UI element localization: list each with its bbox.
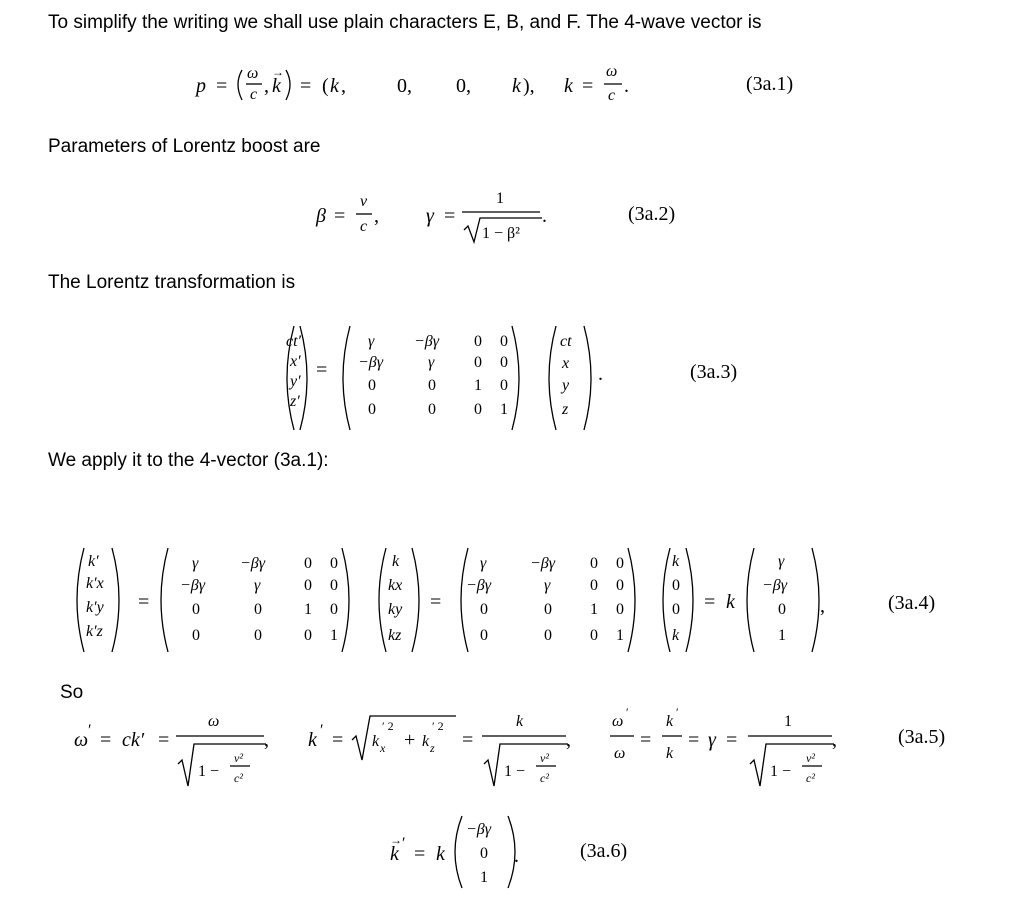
svg-text:c²: c² xyxy=(806,771,815,785)
svg-text:1: 1 xyxy=(496,190,504,207)
svg-text:−βγ: −βγ xyxy=(466,577,492,594)
svg-text:k: k xyxy=(512,75,521,97)
svg-text:1 − β²: 1 − β² xyxy=(482,225,520,242)
svg-text:,: , xyxy=(566,729,571,751)
svg-text:γ: γ xyxy=(192,555,199,572)
svg-text:k: k xyxy=(330,75,339,97)
svg-text:1: 1 xyxy=(590,601,598,618)
svg-text:c: c xyxy=(360,218,368,235)
svg-text:=: = xyxy=(462,729,474,751)
svg-text:p: p xyxy=(196,75,206,97)
svg-text:0: 0 xyxy=(330,555,338,572)
svg-text:z: z xyxy=(430,741,435,755)
svg-text:γ: γ xyxy=(480,555,487,572)
svg-text:0: 0 xyxy=(192,627,200,644)
svg-text:0: 0 xyxy=(428,377,436,394)
svg-text:z′: z′ xyxy=(290,393,300,410)
svg-text:0: 0 xyxy=(254,601,262,618)
svg-text:.: . xyxy=(542,205,547,227)
svg-text:γ: γ xyxy=(708,729,716,751)
svg-text:=: = xyxy=(334,205,346,227)
svg-text:+: + xyxy=(404,729,416,751)
svg-text:γ: γ xyxy=(254,577,261,594)
svg-text:0: 0 xyxy=(330,601,338,618)
svg-text:γ: γ xyxy=(778,553,785,570)
svg-text:k: k xyxy=(390,843,399,865)
svg-text:′: ′ xyxy=(676,705,679,719)
equation-3a5 xyxy=(74,705,837,786)
lorentz-matrix-3a3 xyxy=(358,333,508,418)
svg-text:,: , xyxy=(264,729,269,751)
svg-text:ck′: ck′ xyxy=(122,729,145,751)
svg-text:′: ′ xyxy=(402,835,406,852)
svg-text:0: 0 xyxy=(192,601,200,618)
svg-text:γ: γ xyxy=(426,205,434,227)
svg-text:ω: ω xyxy=(612,713,624,730)
boost-paragraph: Parameters of Lorentz boost are xyxy=(48,136,321,157)
svg-text:=: = xyxy=(316,359,328,381)
svg-text:kx: kx xyxy=(388,577,403,594)
equation-3a6 xyxy=(390,816,519,888)
svg-text:0: 0 xyxy=(254,627,262,644)
svg-text:=: = xyxy=(726,729,738,751)
svg-text:z: z xyxy=(562,401,569,418)
svg-text:=: = xyxy=(444,205,456,227)
svg-text:ω: ω xyxy=(74,729,89,751)
svg-text:v²: v² xyxy=(540,751,549,765)
svg-text:→: → xyxy=(390,833,402,847)
svg-text:k: k xyxy=(672,553,680,570)
svg-text:β: β xyxy=(316,205,326,227)
eq-label-3a6: (3a.6) xyxy=(580,840,628,862)
svg-text:y′: y′ xyxy=(290,373,301,390)
svg-text:,: , xyxy=(264,75,269,97)
svg-text:c²: c² xyxy=(540,771,549,785)
svg-text:=: = xyxy=(216,75,228,97)
svg-text:0: 0 xyxy=(480,627,488,644)
svg-text:′: ′ xyxy=(88,722,92,739)
svg-text:k: k xyxy=(436,843,445,865)
equation-3a4 xyxy=(77,548,825,652)
svg-text:γ: γ xyxy=(544,577,551,594)
svg-text:−βγ: −βγ xyxy=(762,577,788,594)
svg-text:0: 0 xyxy=(474,401,482,418)
svg-text:=: = xyxy=(414,843,426,865)
svg-text:0: 0 xyxy=(500,354,508,371)
svg-text:k′y: k′y xyxy=(86,599,104,616)
svg-text:0: 0 xyxy=(616,577,624,594)
svg-text:′ 2: ′ 2 xyxy=(382,719,394,733)
svg-text:1: 1 xyxy=(330,627,338,644)
svg-text:0: 0 xyxy=(672,577,680,594)
svg-text:x: x xyxy=(562,355,570,372)
svg-text:=: = xyxy=(300,75,312,97)
svg-text:k′: k′ xyxy=(88,553,99,570)
svg-text:c: c xyxy=(608,87,616,104)
svg-text:′ 2: ′ 2 xyxy=(432,719,444,733)
svg-text:k: k xyxy=(726,591,735,613)
svg-text:0: 0 xyxy=(304,627,312,644)
svg-text:1: 1 xyxy=(304,601,312,618)
svg-text:.: . xyxy=(598,363,603,385)
svg-text:0: 0 xyxy=(590,577,598,594)
svg-text:1: 1 xyxy=(778,627,786,644)
svg-text:0: 0 xyxy=(368,401,376,418)
svg-text:1: 1 xyxy=(500,401,508,418)
svg-text:−βγ: −βγ xyxy=(358,354,384,371)
svg-text:ct: ct xyxy=(560,333,572,350)
svg-text:ω: ω xyxy=(247,65,259,82)
svg-text:1: 1 xyxy=(474,377,482,394)
svg-text:k: k xyxy=(372,733,380,750)
svg-text:,: , xyxy=(374,205,379,227)
eq-label-3a4: (3a.4) xyxy=(888,592,936,614)
svg-text:k: k xyxy=(666,745,674,762)
svg-text:k′z: k′z xyxy=(86,623,103,640)
svg-text:γ: γ xyxy=(368,333,375,350)
svg-text:,: , xyxy=(820,595,825,617)
svg-text:k: k xyxy=(422,733,430,750)
svg-text:=: = xyxy=(688,729,700,751)
svg-text:−βγ: −βγ xyxy=(530,555,556,572)
svg-text:k: k xyxy=(564,75,573,97)
svg-text:v: v xyxy=(360,193,368,210)
svg-text:1 −: 1 − xyxy=(770,763,792,780)
svg-text:ct′: ct′ xyxy=(286,333,302,350)
svg-text:−βγ: −βγ xyxy=(466,821,492,838)
transform-paragraph: The Lorentz transformation is xyxy=(48,272,296,293)
svg-text:1: 1 xyxy=(480,869,488,886)
svg-text:.: . xyxy=(624,75,629,97)
svg-text:0: 0 xyxy=(304,577,312,594)
svg-text:.: . xyxy=(514,845,519,867)
svg-text:0: 0 xyxy=(368,377,376,394)
svg-text:0: 0 xyxy=(428,401,436,418)
svg-text:0: 0 xyxy=(480,601,488,618)
svg-text:=: = xyxy=(158,729,170,751)
svg-text:c: c xyxy=(250,86,258,103)
svg-text:1: 1 xyxy=(616,627,624,644)
apply-paragraph: We apply it to the 4-vector (3a.1): xyxy=(48,450,329,471)
svg-text:kz: kz xyxy=(388,627,402,644)
svg-text:0: 0 xyxy=(480,845,488,862)
svg-text:=: = xyxy=(582,75,594,97)
so-paragraph: So xyxy=(60,682,84,703)
svg-text:x′: x′ xyxy=(290,353,301,370)
eq-label-3a1: (3a.1) xyxy=(746,73,794,95)
svg-text:ky: ky xyxy=(388,601,403,618)
svg-text:=: = xyxy=(138,591,150,613)
intro-paragraph: To simplify the writing we shall use plain characters E, B, and F. The 4-wave vector is xyxy=(48,12,762,33)
svg-text:0: 0 xyxy=(590,627,598,644)
svg-text:0: 0 xyxy=(474,354,482,371)
svg-text:0: 0 xyxy=(500,333,508,350)
svg-text:1: 1 xyxy=(784,713,792,730)
eq-label-3a2: (3a.2) xyxy=(628,203,676,225)
svg-text:=: = xyxy=(430,591,442,613)
svg-text:k: k xyxy=(308,729,317,751)
svg-text:−βγ: −βγ xyxy=(180,577,206,594)
svg-text:0: 0 xyxy=(544,601,552,618)
svg-text:ω: ω xyxy=(606,63,618,80)
svg-text:0: 0 xyxy=(544,627,552,644)
svg-text:0,: 0, xyxy=(397,75,412,97)
svg-text:=: = xyxy=(100,729,112,751)
svg-text:k: k xyxy=(516,713,524,730)
svg-text:0: 0 xyxy=(330,577,338,594)
svg-text:=: = xyxy=(704,591,716,613)
svg-text:0: 0 xyxy=(672,601,680,618)
svg-text:(: ( xyxy=(322,75,329,97)
svg-text:′: ′ xyxy=(626,705,629,719)
svg-text:1 −: 1 − xyxy=(198,763,220,780)
svg-text:0: 0 xyxy=(500,377,508,394)
svg-text:0,: 0, xyxy=(456,75,471,97)
eq-label-3a3: (3a.3) xyxy=(690,361,738,383)
svg-text:v²: v² xyxy=(806,751,815,765)
svg-text:−βγ: −βγ xyxy=(240,555,266,572)
svg-text:0: 0 xyxy=(304,555,312,572)
svg-text:k: k xyxy=(392,553,400,570)
svg-text:,: , xyxy=(341,75,346,97)
svg-text:0: 0 xyxy=(778,601,786,618)
svg-text:=: = xyxy=(640,729,652,751)
svg-text:v²: v² xyxy=(234,751,243,765)
svg-text:0: 0 xyxy=(616,601,624,618)
equation-3a1 xyxy=(194,63,629,104)
svg-text:k: k xyxy=(272,75,281,97)
svg-text:0: 0 xyxy=(474,333,482,350)
svg-text:,: , xyxy=(832,729,837,751)
svg-text:−βγ: −βγ xyxy=(414,333,440,350)
svg-text:1 −: 1 − xyxy=(504,763,526,780)
svg-text:γ: γ xyxy=(428,354,435,371)
svg-text:y: y xyxy=(562,377,570,394)
svg-text:0: 0 xyxy=(590,555,598,572)
eq-label-3a5: (3a.5) xyxy=(898,726,946,748)
svg-text:ω: ω xyxy=(614,745,626,762)
svg-text:ω: ω xyxy=(208,713,220,730)
svg-text:c²: c² xyxy=(234,771,243,785)
svg-text:′: ′ xyxy=(320,722,324,739)
equation-3a2 xyxy=(315,190,547,242)
svg-text:→: → xyxy=(272,65,284,79)
svg-text:x: x xyxy=(380,741,386,755)
equation-3a3 xyxy=(286,326,603,430)
svg-text:k: k xyxy=(672,627,680,644)
svg-text:0: 0 xyxy=(616,555,624,572)
svg-text:=: = xyxy=(332,729,344,751)
svg-text:),: ), xyxy=(523,75,535,97)
svg-text:k: k xyxy=(666,713,674,730)
svg-text:k′x: k′x xyxy=(86,575,104,592)
